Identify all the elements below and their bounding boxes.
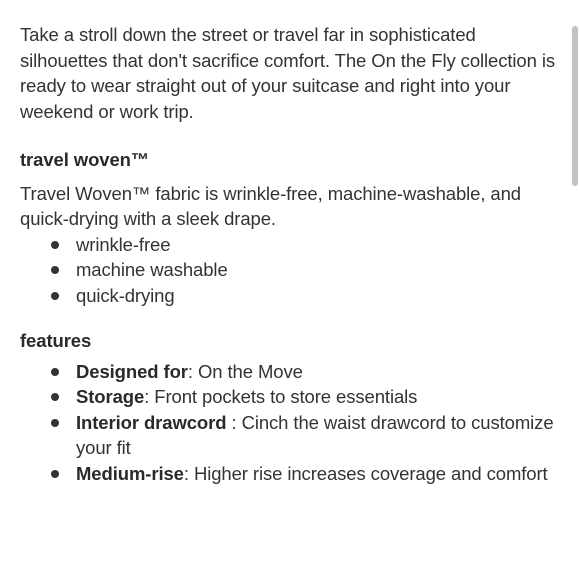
bullet-icon bbox=[51, 393, 59, 401]
list-item: quick-drying bbox=[20, 283, 565, 309]
bullet-icon bbox=[51, 419, 59, 427]
bullet-icon bbox=[51, 241, 59, 249]
travel-woven-list bbox=[20, 232, 565, 309]
feature-detail: Front pockets to store essentials bbox=[154, 386, 418, 407]
bullet-icon bbox=[51, 470, 59, 478]
list-item: machine washable bbox=[20, 257, 565, 283]
feature-detail: Higher rise increases coverage and comfort bbox=[193, 462, 548, 484]
feature-detail: On the Move bbox=[197, 360, 303, 382]
bullet-icon bbox=[51, 266, 59, 274]
scrollbar-thumb[interactable] bbox=[572, 26, 578, 186]
list-item: wrinkle-free bbox=[20, 232, 565, 258]
bullet-icon bbox=[51, 292, 59, 300]
feature-detail: Cinch the waist drawcord to customize your fit bbox=[76, 411, 554, 458]
features-list bbox=[20, 359, 565, 487]
intro-paragraph: Take a stroll down the street or travel far in sophisticated silhouettes that don't sacrifice comfort. The On the Fly collection is ready to wear straight out of your suitcase and right into your weekend or work trip. bbox=[20, 24, 555, 122]
travel-woven-heading: travel woven™ bbox=[20, 149, 150, 170]
feature-term: Medium-rise bbox=[76, 462, 184, 484]
feature-term: Interior drawcord bbox=[76, 411, 227, 433]
list-item: Designed for: On the Move bbox=[20, 359, 565, 385]
list-item: Medium-rise: Higher rise increases coverage and comfort bbox=[20, 461, 565, 487]
feature-term: Designed for bbox=[76, 360, 188, 382]
features-heading: features bbox=[20, 330, 92, 351]
list-item: Interior drawcord : Cinch the waist drawcord to customize your fit bbox=[20, 410, 565, 461]
list-item: Storage: Front pockets to store essentials bbox=[20, 384, 565, 410]
product-description bbox=[20, 22, 565, 486]
feature-term: Storage bbox=[76, 386, 145, 407]
bullet-icon bbox=[51, 368, 59, 376]
travel-woven-description: Travel Woven™ fabric is wrinkle-free, machine-washable, and quick-drying with a sleek drape. bbox=[20, 182, 521, 229]
